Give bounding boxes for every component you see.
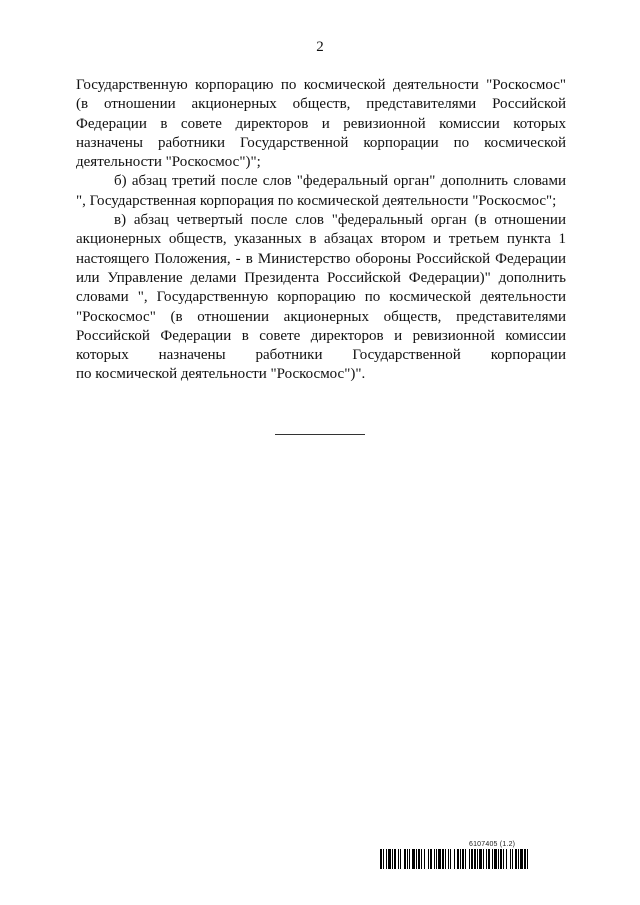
text-line: Российской Федерации в совете директоров и ревизионной комиссии (76, 327, 566, 344)
text-line: Государственную корпорацию по космической деятельности "Роскосмос" (76, 77, 566, 93)
end-separator-line (275, 434, 365, 435)
paragraph-v (76, 211, 566, 385)
text-line: акционерных обществ, указанных в абзацах втором и третьем пункта 1 (76, 231, 566, 248)
page-number: 2 (316, 39, 324, 55)
document-body (76, 76, 566, 385)
paragraph-b (76, 172, 566, 211)
text-line: которых назначены работники Государственной корпорации (76, 347, 566, 364)
text-line: словами ", Государственную корпорацию по космической деятельности (76, 289, 566, 306)
text-line: "Роскосмос" (в отношении акционерных обществ, представителями (76, 308, 566, 325)
text-line: настоящего Положения, - в Министерство обороны Российской Федерации (76, 250, 566, 267)
text-line: Федерации в совете директоров и ревизионной комиссии которых (76, 115, 566, 132)
text-line: в) абзац четвертый после слов "федеральный орган (в отношении (114, 212, 566, 229)
text-line: назначены работники Государственной корпорации по космической (76, 134, 566, 151)
text-line: (в отношении акционерных обществ, представителями Российской (76, 96, 566, 113)
barcode-icon (380, 849, 588, 869)
text-line: б) абзац третий после слов "федеральный орган" дополнить словами (114, 173, 566, 190)
text-line: или Управление делами Президента Российской Федерации)" дополнить (76, 269, 566, 286)
document-code: 6107405 (1.2) (469, 841, 516, 848)
text-line: по космической деятельности "Роскосмос")". (76, 366, 366, 383)
text-line: ", Государственная корпорация по космической деятельности "Роскосмос"; (76, 192, 557, 209)
text-line: деятельности "Роскосмос")"; (76, 154, 261, 171)
paragraph-continuation (76, 76, 566, 172)
